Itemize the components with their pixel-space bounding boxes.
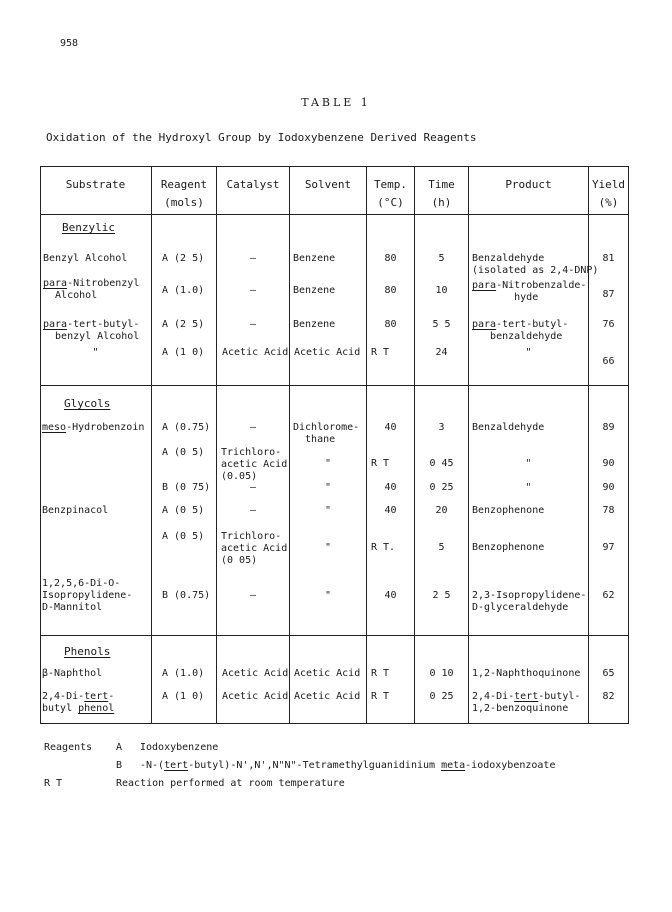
column-rule	[366, 166, 367, 724]
cell-reagent: A (2 5)	[162, 253, 205, 264]
cell-substrate: meso-Hydrobenzoin	[42, 422, 145, 433]
cell-temp: R T	[371, 691, 390, 702]
cell-substrate: Benzpinacol	[42, 505, 109, 516]
cell-solvent: Acetic Acid	[294, 668, 361, 679]
cell-substrate: "	[92, 347, 99, 358]
column-rule	[628, 166, 629, 724]
cell-temp: 40	[384, 422, 397, 433]
cell-temp: 80	[384, 285, 397, 296]
header-reagent: Reagent	[160, 178, 208, 191]
footnote-rt-text: Reaction performed at room temperature	[116, 778, 345, 789]
cell-yield: 89	[602, 422, 615, 433]
header-yield: Yield	[591, 178, 626, 191]
cell-time: 5	[438, 253, 445, 264]
cell-reagent: B (0 75)	[162, 482, 211, 493]
cell-reagent: A (1.0)	[162, 285, 205, 296]
cell-solvent: "	[324, 542, 332, 553]
cell-time: 20	[435, 505, 448, 516]
cell-catalyst: –	[249, 422, 257, 433]
footnote-b-text: -N-(tert-butyl)-N',N',N"N"-Tetramethylguanidinium meta-iodoxybenzoate	[140, 760, 556, 771]
cell-product: Benzaldehyde	[472, 422, 545, 433]
cell-solvent: Acetic Acid	[294, 347, 361, 358]
cell-catalyst: Acetic Acid	[222, 668, 289, 679]
column-rule	[151, 166, 152, 724]
page-number: 958	[60, 38, 79, 49]
cell-temp: 80	[384, 253, 397, 264]
cell-yield: 90	[602, 458, 615, 469]
cell-product: Benzophenone	[472, 542, 545, 553]
cell-time: 3	[438, 422, 445, 433]
cell-catalyst: –	[249, 482, 257, 493]
cell-temp: R T.	[371, 542, 396, 553]
header-yield-unit: (%)	[598, 196, 619, 209]
cell-solvent: Benzene	[293, 319, 336, 330]
cell-substrate: para-Nitrobenzyl Alcohol	[43, 278, 140, 301]
section-divider-rule	[40, 635, 629, 636]
column-rule	[40, 166, 41, 724]
cell-product: para-Nitrobenzalde- hyde	[472, 280, 587, 303]
cell-yield: 82	[602, 691, 615, 702]
cell-product: "	[525, 482, 532, 493]
cell-product: para-tert-butyl- benzaldehyde	[472, 319, 569, 342]
table-bottom-rule	[40, 723, 629, 724]
cell-solvent: "	[324, 458, 332, 469]
cell-solvent: Dichlorome- thane	[293, 422, 360, 445]
cell-catalyst: Acetic Acid	[222, 691, 289, 702]
header-time: Time	[428, 178, 455, 191]
column-rule	[588, 166, 589, 724]
cell-reagent: A (1.0)	[162, 668, 205, 679]
cell-time: 0 25	[429, 691, 454, 702]
cell-yield: 81	[602, 253, 615, 264]
cell-reagent: B (0.75)	[162, 590, 211, 601]
cell-solvent: "	[324, 505, 332, 516]
column-rule	[216, 166, 217, 724]
cell-solvent: "	[324, 482, 332, 493]
header-catalyst: Catalyst	[226, 178, 280, 191]
cell-product: "	[525, 347, 532, 358]
cell-product: Benzaldehyde (isolated as 2,4-DNP)	[472, 253, 599, 276]
section-title-phenols: Phenols	[64, 645, 111, 658]
cell-substrate: 1,2,5,6-Di-O- Isopropylidene- D-Mannitol	[42, 578, 133, 613]
cell-product: 1,2-Naphthoquinone	[472, 668, 581, 679]
cell-product: Benzophenone	[472, 505, 545, 516]
cell-reagent: A (2 5)	[162, 319, 205, 330]
cell-temp: 40	[384, 482, 397, 493]
cell-temp: 40	[384, 590, 397, 601]
cell-product: 2,4-Di-tert-butyl- 1,2-benzoquinone	[472, 691, 581, 714]
cell-yield: 78	[602, 505, 615, 516]
cell-substrate: Benzyl Alcohol	[43, 253, 128, 264]
cell-temp: R T	[371, 668, 390, 679]
cell-solvent: Acetic Acid	[294, 691, 361, 702]
table-caption: Oxidation of the Hydroxyl Group by Iodoxybenzene Derived Reagents	[46, 131, 477, 144]
cell-catalyst: –	[249, 285, 257, 296]
column-rule	[289, 166, 290, 724]
cell-catalyst: Trichloro- acetic Acid (0 05)	[221, 531, 288, 566]
cell-reagent: A (1 0)	[162, 347, 205, 358]
cell-substrate: 2,4-Di-tert- butyl phenol	[42, 691, 115, 714]
cell-time: 0 45	[429, 458, 454, 469]
data-table	[40, 166, 629, 724]
cell-reagent: A (1 0)	[162, 691, 205, 702]
cell-catalyst: Trichloro- acetic Acid (0.05)	[221, 447, 288, 482]
cell-yield: 90	[602, 482, 615, 493]
section-title-glycols: Glycols	[64, 397, 111, 410]
cell-time: 0 10	[429, 668, 454, 679]
cell-solvent: Benzene	[293, 285, 336, 296]
footnote-reagents-label: Reagents	[44, 742, 93, 753]
column-rule	[414, 166, 415, 724]
cell-catalyst: –	[249, 590, 257, 601]
cell-reagent: A (0.75)	[162, 422, 211, 433]
cell-catalyst: –	[249, 253, 257, 264]
cell-reagent: A (0 5)	[162, 447, 205, 458]
header-product: Product	[505, 178, 552, 191]
cell-yield: 87	[602, 289, 615, 300]
footnote-a-key: A	[116, 742, 123, 753]
header-temp: Temp.	[373, 178, 408, 191]
cell-time: 5 5	[432, 319, 451, 330]
cell-time: 2 5	[432, 590, 451, 601]
header-bottom-rule	[40, 214, 629, 215]
cell-time: 5	[438, 542, 445, 553]
cell-catalyst: Acetic Acid	[222, 347, 289, 358]
header-substrate: Substrate	[65, 178, 126, 191]
footnote-rt-key: R T	[44, 778, 63, 789]
cell-reagent: A (0 5)	[162, 531, 205, 542]
cell-substrate: para-tert-butyl- benzyl Alcohol	[43, 319, 140, 342]
cell-catalyst: –	[249, 505, 257, 516]
cell-time: 24	[435, 347, 448, 358]
cell-temp: R T	[371, 458, 390, 469]
cell-yield: 76	[602, 319, 615, 330]
cell-temp: 80	[384, 319, 397, 330]
header-solvent: Solvent	[304, 178, 352, 191]
table-label: TABLE 1	[301, 96, 371, 109]
footnote-a-text: Iodoxybenzene	[140, 742, 219, 753]
cell-yield: 66	[602, 356, 615, 367]
section-title-benzylic: Benzylic	[62, 221, 115, 234]
header-time-unit: (h)	[431, 196, 452, 209]
column-rule	[468, 166, 469, 724]
cell-yield: 62	[602, 590, 615, 601]
cell-product: 2,3-Isopropylidene- D-glyceraldehyde	[472, 590, 587, 613]
cell-solvent: Benzene	[293, 253, 336, 264]
cell-catalyst: –	[249, 319, 257, 330]
cell-temp: 40	[384, 505, 397, 516]
cell-time: 10	[435, 285, 448, 296]
cell-solvent: "	[324, 590, 332, 601]
header-reagent-unit: (mols)	[164, 196, 204, 209]
cell-temp: R T	[371, 347, 390, 358]
cell-yield: 65	[602, 668, 615, 679]
cell-substrate: β-Naphthol	[42, 668, 103, 679]
table-top-rule	[40, 166, 629, 167]
footnote-b-key: B	[116, 760, 123, 771]
section-divider-rule	[40, 385, 629, 386]
cell-product: "	[525, 458, 532, 469]
cell-yield: 97	[602, 542, 615, 553]
cell-reagent: A (0 5)	[162, 505, 205, 516]
header-temp-unit: (°C)	[377, 196, 404, 209]
cell-time: 0 25	[429, 482, 454, 493]
